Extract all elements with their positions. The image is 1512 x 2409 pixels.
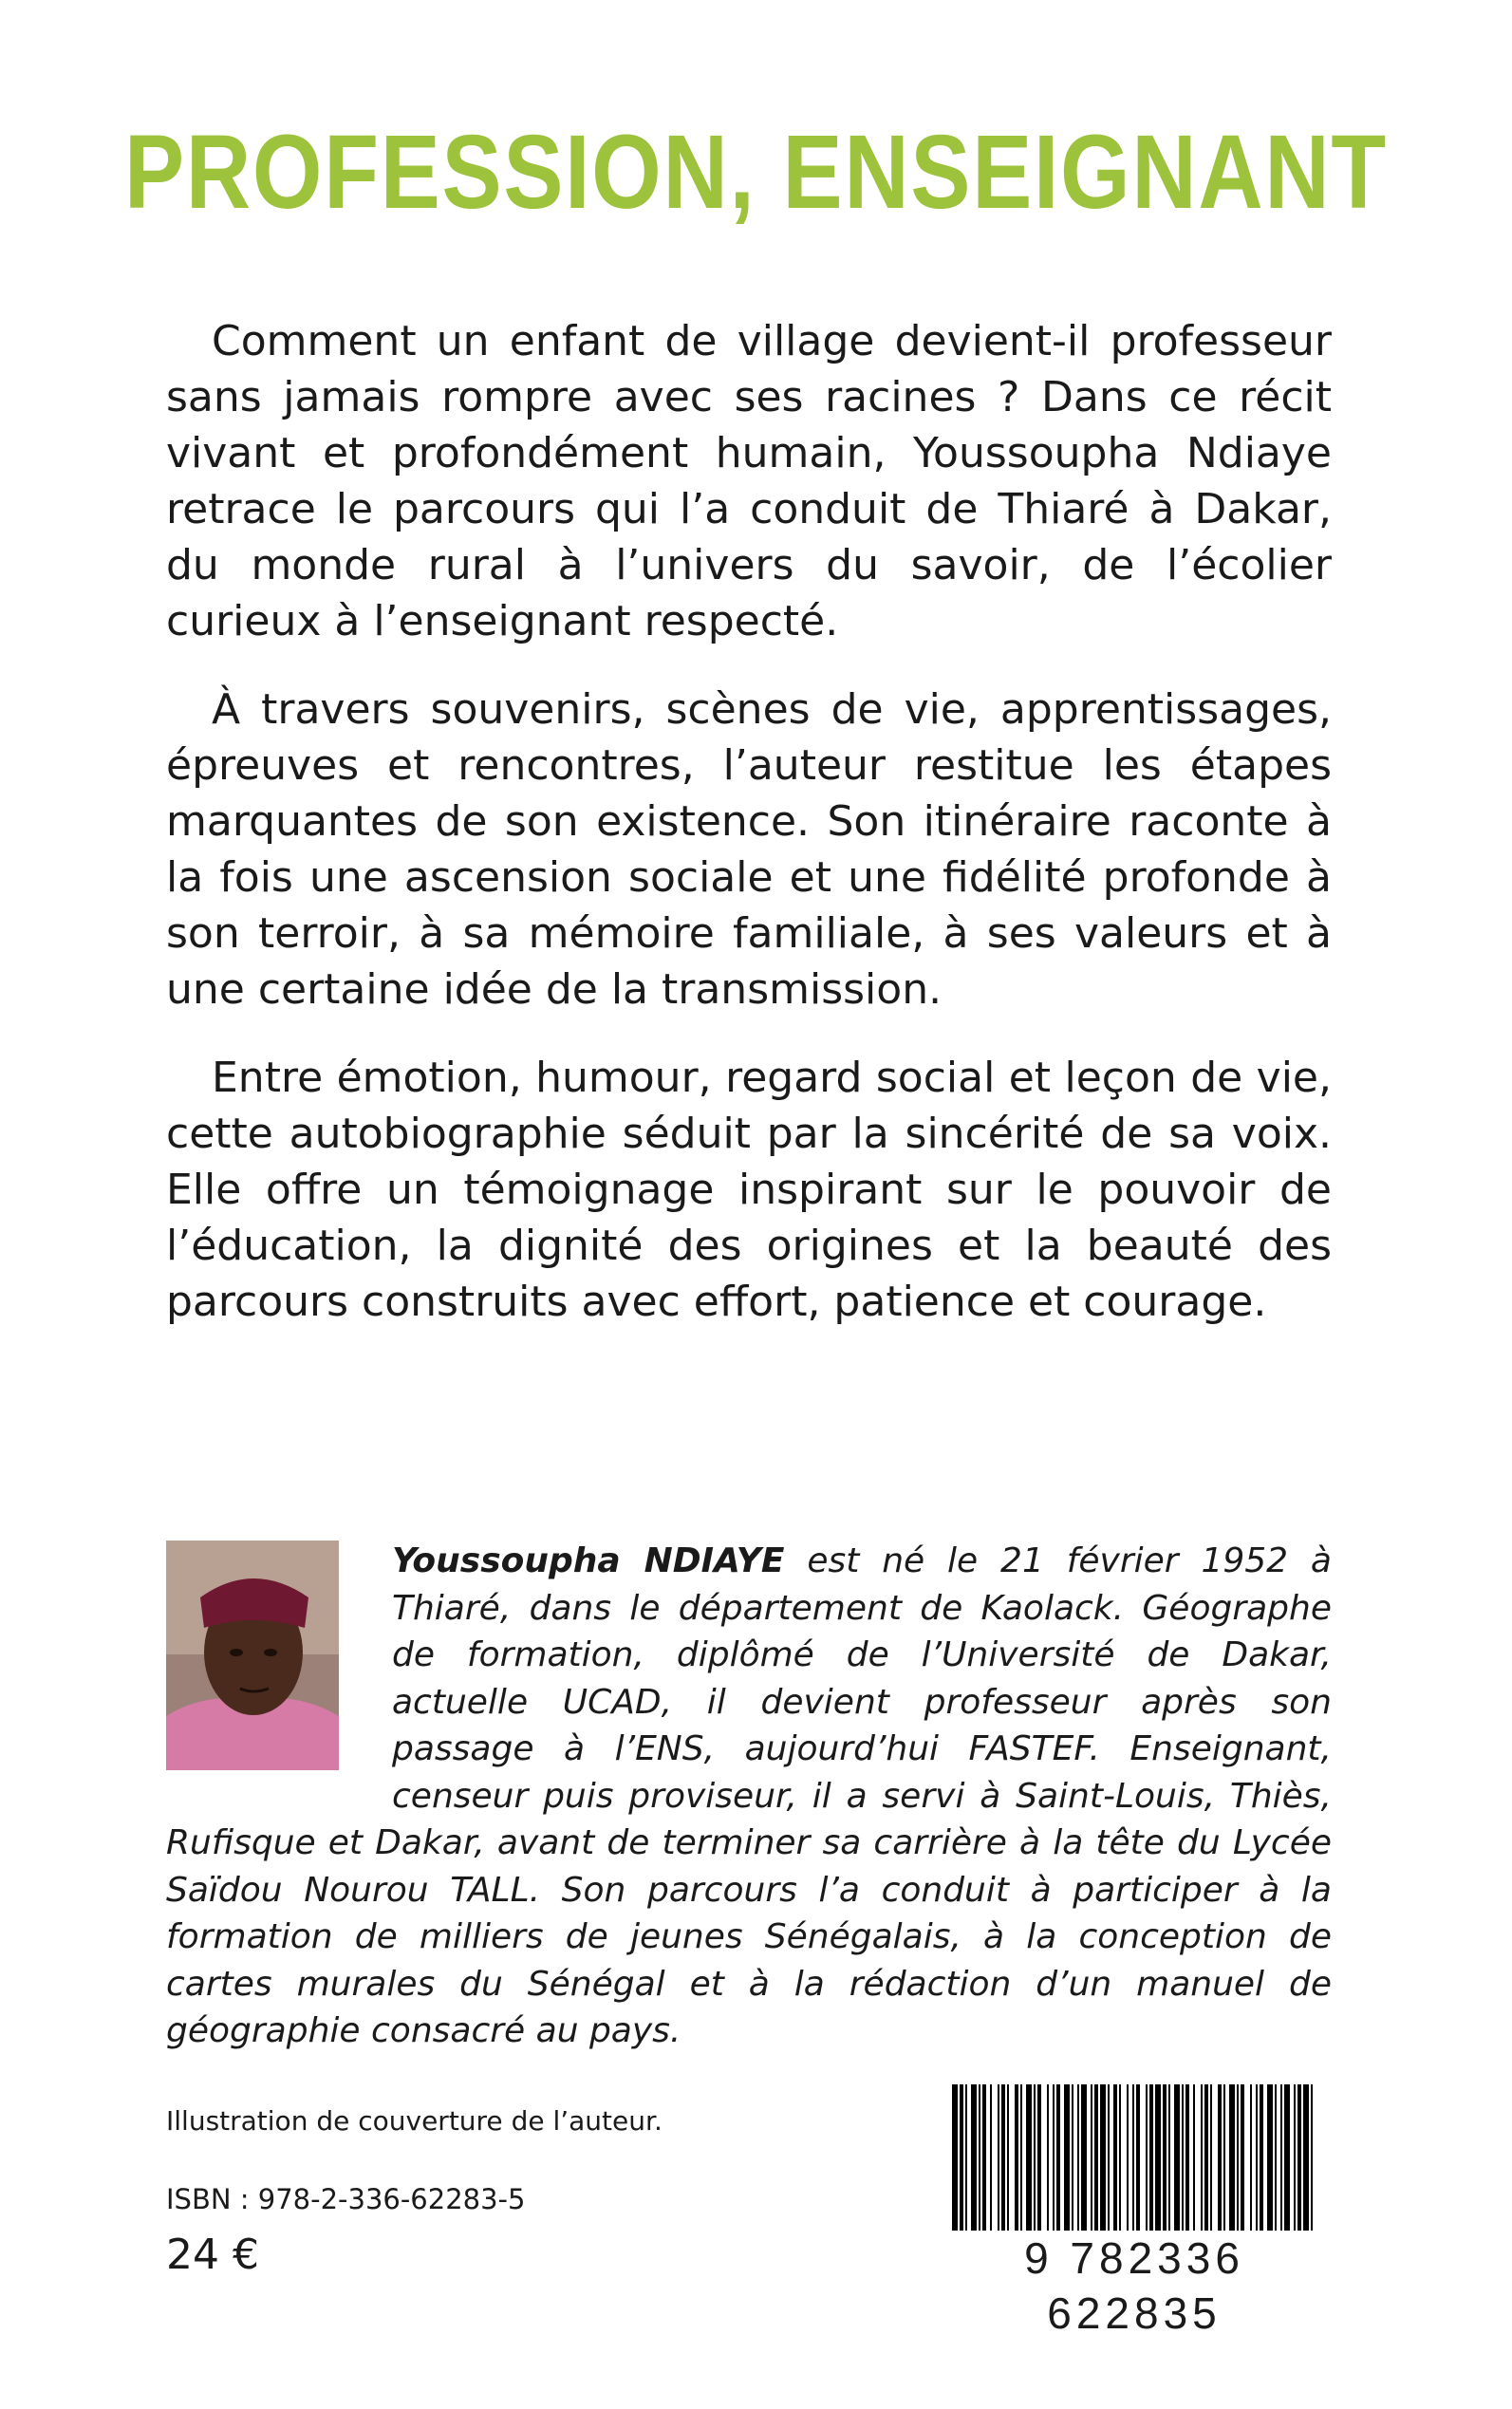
author-name: Youssoupha NDIAYE <box>392 1541 785 1580</box>
isbn: ISBN : 978-2-336-62283-5 <box>166 2183 526 2215</box>
author-bio-text: est né le 21 février 1952 à Thiaré, dans le département de Kaolack. Géographe de formation, diplômé de l’Université de Dakar, actuelle UCAD, il devient professeur après son passage à l’ENS, aujourd’hui FASTEF. Enseignant, censeur puis proviseur, il a servi à Saint-Louis, Thiès, Rufisque et Dakar, avant de terminer sa carrière à la tête du Lycée Saïdou Nourou TALL. Son parcours l’a conduit à participer à la formation de milliers de jeunes Sénégalais, à la conception de cartes murales du Sénégal et à la rédaction d’un manuel de géographie consacré au pays. <box>166 1541 1332 2050</box>
blurb-paragraph-3: Entre émotion, humour, regard social et leçon de vie, cette autobiographie séduit par la sincérité de sa voix. Elle offre un témoignage inspirant sur le pouvoir de l’éducation, la dignité des origines et la beauté des parcours construits avec effort, patience et courage. <box>166 1054 1332 1326</box>
author-biography <box>166 1538 1332 2055</box>
book-title: PROFESSION, ENSEIGNANT <box>124 114 1388 231</box>
blurb-paragraph-1: Comment un enfant de village devient-il professeur sans jamais rompre avec ses racines ? Dans ce récit vivant et profondément humain, Youssoupha Ndiaye retrace le parcours qui l’a conduit de Thiaré à Dakar, du monde rural à l’univers du savoir, de l’écolier curieux à l’enseignant respecté. <box>166 317 1332 645</box>
cover-illustration-credit: Illustration de couverture de l’auteur. <box>166 2105 663 2137</box>
price: 24 € <box>166 2231 259 2279</box>
blurb-paragraph-2: À travers souvenirs, scènes de vie, apprentissages, épreuves et rencontres, l’auteur restitue les étapes marquantes de son existence. Son itinéraire raconte à la fois une ascension sociale et une fidélité profonde à son terroir, à sa mémoire familiale, à ses valeurs et à une certaine idée de la transmission. <box>166 685 1332 1014</box>
back-cover-blurb <box>166 313 1332 1362</box>
barcode-digits: 9 782336 622835 <box>935 2231 1334 2341</box>
